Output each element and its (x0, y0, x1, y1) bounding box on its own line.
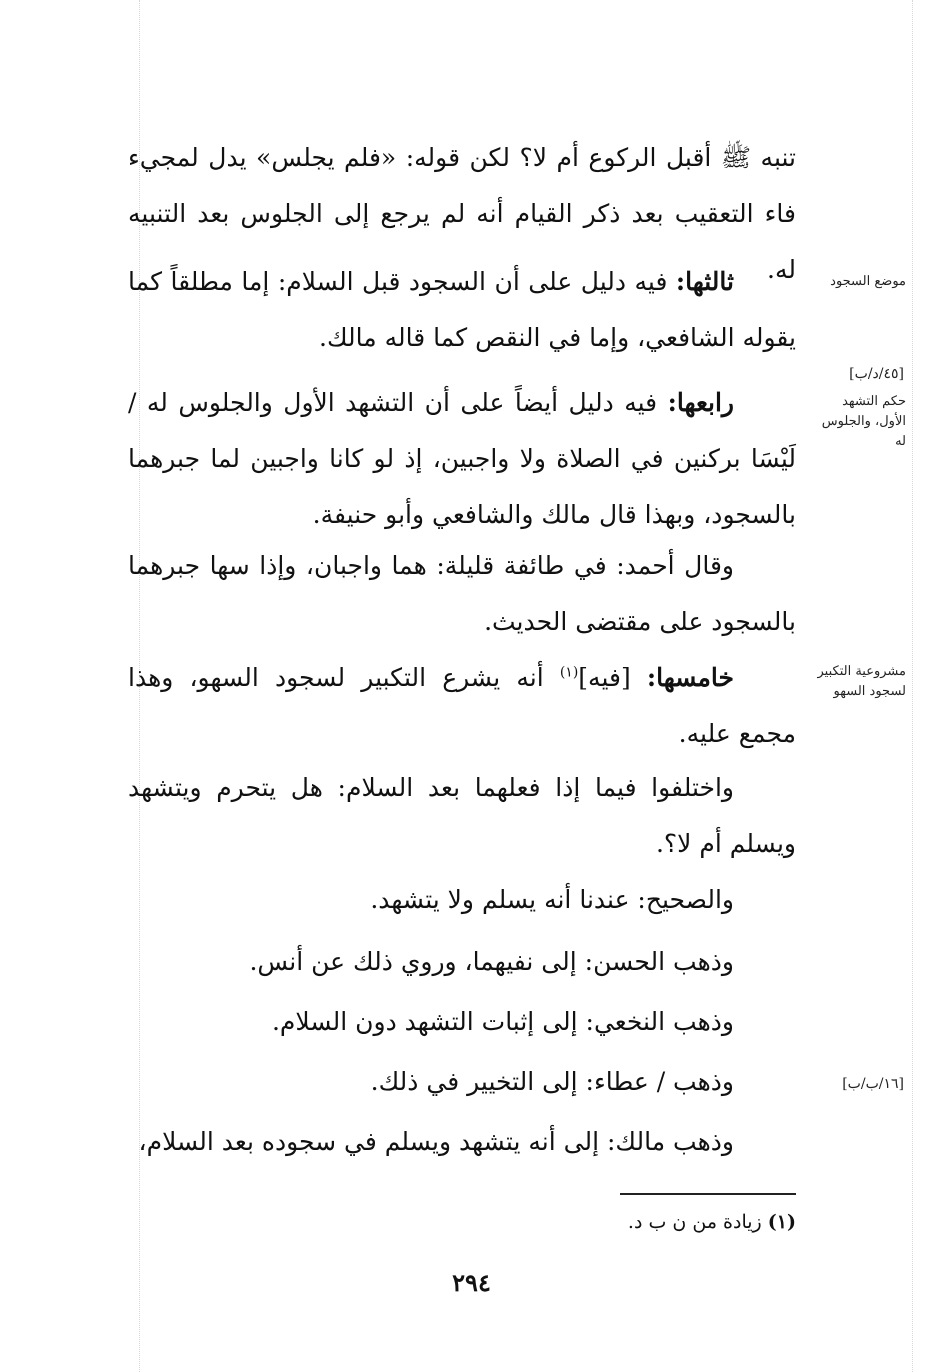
paragraph-text: [فيه] (578, 663, 647, 692)
paragraph-label: ثالثها: (675, 267, 734, 296)
paragraph-third-point (128, 254, 796, 366)
paragraph-text: فيه دليل على أن السجود قبل السلام: إما مطلقاً كما يقوله الشافعي، وإما في النقص كما قاله مالك. (128, 267, 796, 352)
paragraph-fourth-point (128, 375, 796, 543)
paragraph-ata-view (128, 1054, 796, 1110)
paragraph-text: تنبه ﷺ أقبل الركوع أم لا؟ لكن قوله: «فلم يجلس» يدل لمجيء فاء التعقيب بعد ذكر القيام أنه لم يرجع إلى الجلوس بعد التنبيه له. (128, 143, 796, 284)
folio-marker: [٤٥/د/ب] (849, 366, 904, 382)
footnote (420, 1206, 796, 1238)
footnote-marker: (١) (767, 1211, 796, 1233)
paragraph-text: وقال أحمد: في طائفة قليلة: هما واجبان، وإذا سها جبرهما بالسجود على مقتضى الحديث. (128, 551, 796, 636)
paragraph-correct-view (128, 872, 796, 928)
paragraph-malik-view (128, 1114, 796, 1170)
footnote-reference[interactable]: (١) (559, 664, 579, 681)
paragraph-text: فيه دليل أيضاً على أن التشهد الأول والجلوس له / لَيْسَا بركنين في الصلاة ولا واجبين، إذ لو كانا واجبين لما جبرهما بالسجود، وبهذا قال مالك والشافعي وأبو حنيفة. (128, 388, 796, 529)
folio-marker: [١٦/ب/ب] (842, 1076, 904, 1092)
footnote-divider (620, 1193, 796, 1195)
paragraph-hasan-view (128, 934, 796, 990)
paragraph-text: والصحيح: عندنا أنه يسلم ولا يتشهد. (370, 885, 734, 914)
margin-note-tashahhud-ruling: حكم التشهد الأول، والجلوس له (821, 394, 906, 449)
paragraph-text: وذهب / عطاء: إلى التخيير في ذلك. (370, 1067, 734, 1096)
paragraph-label: رابعها: (667, 388, 734, 417)
paragraph-nakhai-view (128, 994, 796, 1050)
paragraph-text: واختلفوا فيما إذا فعلهما بعد السلام: هل يتحرم ويتشهد ويسلم أم لا؟. (128, 773, 796, 858)
margin-note-sujud-position: موضع السجود (830, 274, 906, 289)
footnote-text: زيادة من ن ب د. (627, 1211, 762, 1233)
paragraph-fifth-point (128, 650, 796, 762)
margin-note-takbir-legitimacy: مشروعية التكبير لسجود السهو (817, 664, 906, 699)
paragraph-ahmad-opinion (128, 538, 796, 650)
paragraph-label: خامسها: (646, 663, 734, 692)
paragraph-text: وذهب مالك: إلى أنه يتشهد ويسلم في سجوده بعد السلام، (138, 1127, 734, 1156)
paragraph-disagreement (128, 760, 796, 872)
page-number: ٢٩٤ (452, 1268, 491, 1297)
paragraph-text: وذهب النخعي: إلى إثبات التشهد دون السلام. (271, 1007, 734, 1036)
paragraph-text: أنه يشرع التكبير لسجود السهو، وهذا مجمع عليه. (128, 663, 796, 748)
scan-guide-line-right (912, 0, 913, 1372)
paragraph-text: وذهب الحسن: إلى نفيهما، وروي ذلك عن أنس. (249, 947, 734, 976)
